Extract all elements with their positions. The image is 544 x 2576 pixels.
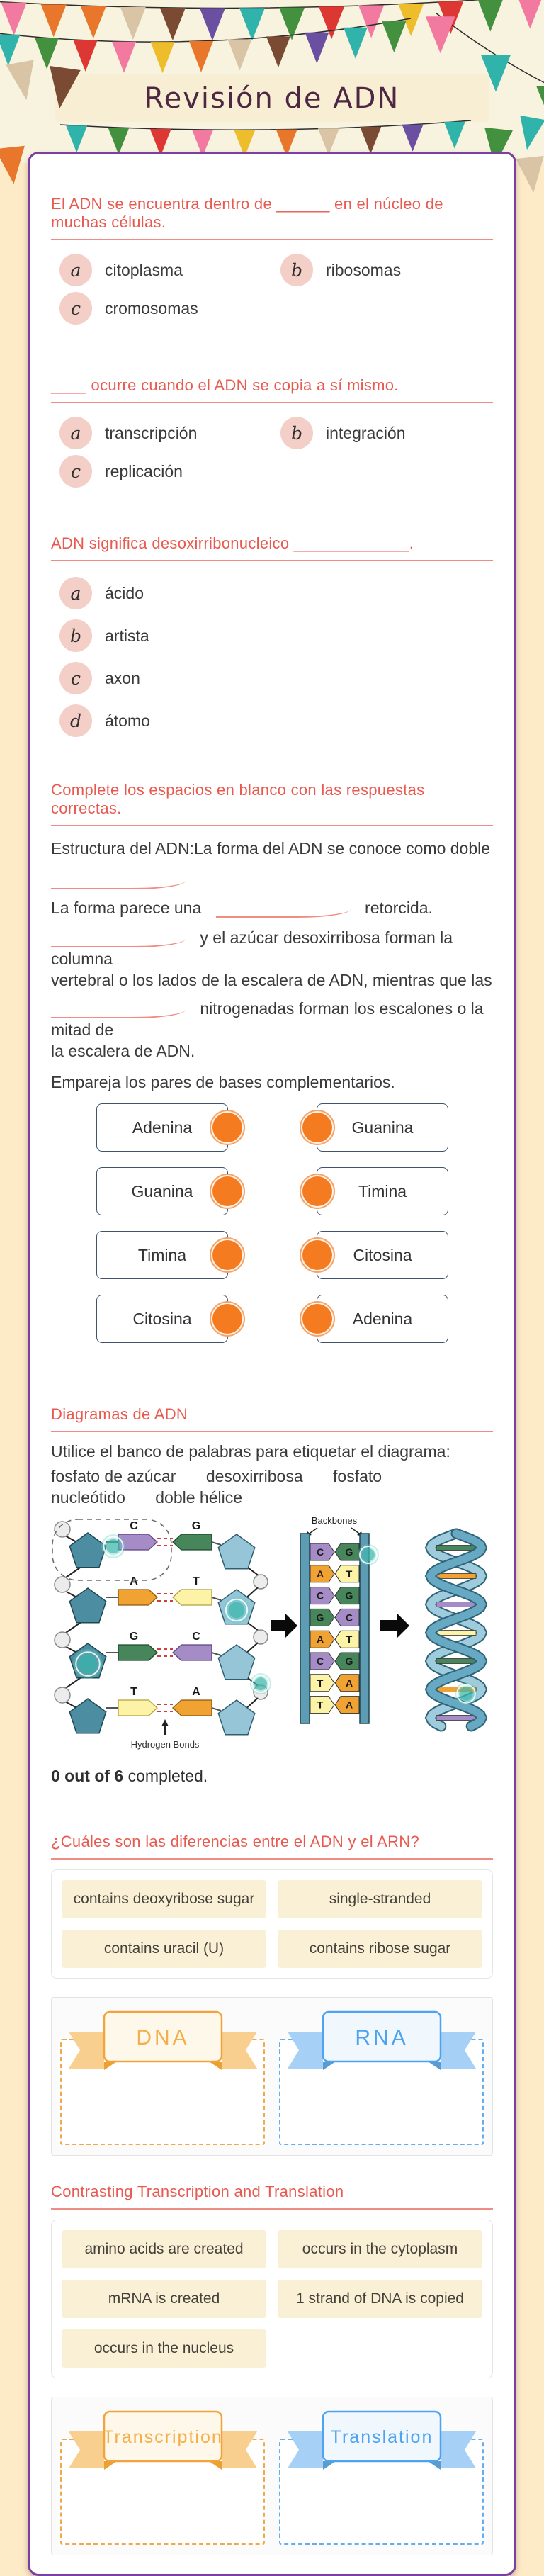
rna-label: RNA (354, 2026, 409, 2049)
match-label: Citosina (353, 1245, 412, 1264)
svg-text:T: T (317, 1699, 324, 1711)
match-connector[interactable] (301, 1239, 334, 1271)
option-badge: b (280, 254, 313, 286)
bunting-flag (477, 0, 503, 32)
word-bank-item[interactable]: fosfato (333, 1467, 382, 1485)
transcription-sort-panel (51, 2397, 493, 2555)
bunting-flag (66, 125, 87, 152)
match-left-guanina[interactable] (96, 1167, 228, 1215)
fill-in-line-6-post: nitrogenadas forman los escalones o la mitad de (51, 999, 484, 1039)
svg-text:G: G (345, 1655, 353, 1667)
chip-cytoplasm[interactable]: occurs in the cytoplasm (278, 2230, 482, 2268)
svg-text:T: T (346, 1633, 353, 1646)
match-label: Guanina (131, 1181, 193, 1200)
transcription-column (60, 2406, 265, 2545)
translation-column (279, 2406, 484, 2545)
chip-dna-copied[interactable]: 1 strand of DNA is copied (278, 2280, 482, 2318)
option-atomo[interactable] (51, 702, 493, 740)
translation-label: Translation (330, 2427, 433, 2447)
diagram-instruction: Utilice el banco de palabras para etiquetar el diagrama: (51, 1442, 450, 1461)
fill-in-line-3-pre: La forma parece una (51, 899, 202, 917)
match-row (51, 1103, 493, 1152)
chip-amino-acids[interactable]: amino acids are created (62, 2230, 266, 2268)
diagram-heading: Diagramas de ADN (51, 1405, 188, 1423)
fill-in-heading: Complete los espacios en blanco con las respuestas correctas. (51, 781, 425, 817)
transcription-label: Transcription (102, 2427, 223, 2447)
match-connector[interactable] (211, 1175, 244, 1208)
svg-text:A: A (345, 1699, 353, 1711)
bunting-flag (81, 6, 106, 39)
match-connector[interactable] (211, 1111, 244, 1144)
heading-underline (51, 402, 493, 403)
bunting-flag (536, 86, 544, 123)
matching-instruction: Empareja los pares de bases complementarios. (51, 1073, 395, 1091)
dna-rna-chip-bank (51, 1869, 493, 1979)
option-label: replicación (105, 461, 183, 480)
transcription-chip-bank (51, 2220, 493, 2378)
heading-underline (51, 825, 493, 826)
option-badge: b (60, 619, 92, 652)
diagram-drop-target[interactable] (455, 1682, 477, 1705)
word-bank-item[interactable]: doble hélice (155, 1488, 243, 1507)
rna-ribbon-banner (286, 2006, 477, 2071)
translation-ribbon-banner (286, 2406, 477, 2471)
svg-text:A: A (316, 1633, 324, 1646)
bunting-flag (382, 21, 406, 52)
match-label: Guanina (351, 1118, 414, 1137)
question-2-prompt: ____ ocurre cuando el ADN se copia a sí mismo. (51, 376, 399, 394)
bunting-flag (160, 8, 186, 40)
option-badge: a (60, 417, 92, 449)
diagram-drop-target[interactable] (223, 1597, 250, 1624)
option-integracion[interactable] (272, 416, 493, 450)
fill-blank-input[interactable] (216, 899, 351, 918)
bunting-flag (514, 116, 544, 152)
match-label: Adenina (132, 1118, 193, 1137)
match-right-guanina[interactable] (317, 1103, 448, 1152)
match-left-adenina[interactable] (96, 1103, 228, 1152)
bunting-flag (189, 41, 213, 72)
question-2-options (51, 416, 493, 488)
bunting-flag (41, 4, 67, 37)
bunting-flag (426, 16, 455, 53)
question-3 (51, 534, 493, 740)
option-badge: a (60, 577, 92, 609)
option-label: integración (326, 423, 406, 442)
heading-underline (51, 1431, 493, 1432)
bunting-flag (360, 127, 381, 154)
diagram-drop-target[interactable] (358, 1544, 379, 1565)
progress-rest: completed. (123, 1767, 208, 1785)
match-row (51, 1295, 493, 1343)
option-label: artista (105, 626, 149, 645)
bunting-flag (35, 38, 59, 69)
option-label: ácido (105, 583, 144, 602)
question-2 (51, 376, 493, 488)
option-badge: a (60, 254, 92, 286)
festive-header (0, 0, 544, 163)
fill-blank-input[interactable] (51, 871, 186, 889)
chip-nucleus[interactable]: occurs in the nucleus (62, 2329, 266, 2368)
word-bank-item[interactable]: desoxirribosa (205, 1467, 303, 1485)
bunting-flag (239, 8, 265, 40)
bunting-flag (1, 3, 27, 35)
heading-underline (51, 560, 493, 561)
svg-text:C: C (130, 1520, 138, 1532)
svg-text:T: T (346, 1568, 353, 1580)
match-connector[interactable] (301, 1175, 334, 1208)
match-right-timina[interactable] (317, 1167, 448, 1215)
option-cromosomas[interactable] (51, 291, 272, 325)
match-label: Citosina (132, 1309, 192, 1328)
match-label: Timina (358, 1181, 407, 1200)
chip-deoxyribose[interactable]: contains deoxyribose sugar (62, 1880, 266, 1918)
option-badge: d (60, 704, 92, 737)
match-connector[interactable] (301, 1111, 334, 1144)
dna-label: DNA (135, 2026, 190, 2049)
transcription-ribbon-banner (67, 2406, 259, 2471)
svg-text:T: T (317, 1677, 324, 1689)
option-badge: c (60, 292, 92, 325)
svg-text:Hydrogen Bonds: Hydrogen Bonds (130, 1739, 200, 1750)
rna-column (279, 2006, 484, 2145)
bunting-flag (200, 8, 225, 40)
option-citoplasma[interactable] (51, 253, 272, 287)
bunting-flag (0, 35, 21, 66)
bunting-flag (517, 0, 543, 29)
question-3-options (51, 574, 493, 740)
dna-diagram-wrap (51, 1514, 493, 1757)
option-transcripcion[interactable] (51, 416, 272, 450)
svg-text:A: A (345, 1677, 353, 1689)
dna-rna-sort-panel (51, 1997, 493, 2156)
bunting-flag (6, 60, 40, 103)
diagram-drop-target[interactable] (250, 1673, 271, 1694)
option-label: ribosomas (326, 260, 402, 279)
match-left-timina[interactable] (96, 1231, 228, 1279)
bunting-flag (402, 125, 424, 152)
question-1-prompt: El ADN se encuentra dentro de ______ en el núcleo de muchas células. (51, 195, 443, 231)
fill-blank-input[interactable] (51, 1000, 186, 1018)
bunting-flag (0, 146, 28, 186)
svg-text:C: C (316, 1590, 324, 1602)
option-artista[interactable] (51, 617, 493, 655)
bunting-flag (444, 122, 465, 149)
svg-text:A: A (316, 1568, 324, 1580)
bunting-flag (74, 40, 98, 72)
svg-text:G: G (316, 1612, 324, 1624)
chip-single-stranded[interactable]: single-stranded (278, 1880, 482, 1918)
svg-text:T: T (130, 1686, 137, 1698)
svg-text:C: C (316, 1546, 324, 1558)
heading-underline (51, 1858, 493, 1860)
match-row (51, 1231, 493, 1279)
match-row (51, 1167, 493, 1215)
svg-text:G: G (345, 1590, 353, 1602)
heading-underline (51, 239, 493, 240)
question-3-prompt: ADN significa desoxirribonucleico _____________. (51, 534, 414, 552)
bunting-flag (112, 42, 136, 73)
option-axon[interactable] (51, 659, 493, 697)
fill-in-line-1: Estructura del ADN:La forma del ADN se conoce como doble (51, 839, 491, 857)
diagram-section (51, 1405, 493, 1786)
svg-text:G: G (191, 1520, 201, 1532)
option-label: átomo (105, 711, 150, 730)
option-badge: c (60, 455, 92, 488)
chip-uracil[interactable]: contains uracil (U) (62, 1930, 266, 1968)
dna-column (60, 2006, 265, 2145)
bunting-flag (227, 39, 251, 70)
progress-count: 0 out of 6 (51, 1767, 124, 1785)
match-right-adenina[interactable] (317, 1295, 448, 1343)
svg-text:A: A (130, 1575, 138, 1587)
transcription-heading: Contrasting Transcription and Translation (51, 2183, 344, 2200)
bunting-flag (344, 28, 368, 59)
fill-in-line-7: la escalera de ADN. (51, 1042, 196, 1060)
svg-text:C: C (316, 1655, 324, 1667)
option-badge: b (280, 417, 313, 449)
dna-diagram (51, 1514, 508, 1753)
progress-text (51, 1767, 493, 1786)
match-connector[interactable] (211, 1239, 244, 1271)
bunting-flag (305, 33, 329, 64)
chip-mrna[interactable]: mRNA is created (62, 2280, 266, 2318)
word-bank-item[interactable]: fosfato de azúcar (51, 1467, 176, 1485)
word-bank-item[interactable]: nucleótido (51, 1488, 125, 1507)
svg-text:A: A (192, 1686, 200, 1698)
dna-rna-section (51, 1833, 493, 2156)
option-label: citoplasma (105, 260, 183, 279)
bunting-flag (151, 42, 175, 73)
bunting-flag (266, 36, 290, 67)
dna-ribbon-banner (67, 2006, 259, 2071)
option-label: cromosomas (105, 298, 198, 317)
word-bank (51, 1466, 493, 1508)
dna-rna-heading: ¿Cuáles son las diferencias entre el ADN y el ARN? (51, 1833, 420, 1850)
option-ribosomas[interactable] (272, 253, 493, 287)
question-1-options (51, 253, 493, 325)
option-acido[interactable] (51, 574, 493, 612)
svg-text:G: G (345, 1546, 353, 1558)
worksheet-card (28, 152, 516, 2576)
svg-text:Backbones: Backbones (311, 1515, 358, 1526)
page-title: Revisión de ADN (144, 82, 400, 115)
match-connector[interactable] (211, 1303, 244, 1335)
svg-text:C: C (345, 1612, 353, 1624)
fill-in-line-4-post: y el azúcar desoxirribosa forman la columna (51, 928, 453, 968)
svg-text:T: T (193, 1575, 200, 1587)
fill-blank-input[interactable] (51, 929, 186, 947)
bunting-flag (108, 128, 129, 154)
match-right-citosina[interactable] (317, 1231, 448, 1279)
svg-text:C: C (192, 1631, 200, 1643)
transcription-section (51, 2183, 493, 2555)
option-badge: c (60, 662, 92, 694)
match-label: Timina (137, 1245, 187, 1264)
option-replicacion[interactable] (51, 454, 272, 488)
matching-section (51, 1073, 493, 1343)
chip-ribose[interactable]: contains ribose sugar (278, 1930, 482, 1968)
bunting-flag (516, 156, 544, 193)
match-label: Adenina (352, 1309, 413, 1328)
fill-in-line-5: vertebral o los lados de la escalera de ADN, mientras que las (51, 971, 492, 989)
fill-in-line-3-post: retorcida. (365, 899, 433, 917)
svg-text:G: G (129, 1631, 139, 1643)
diagram-drop-target[interactable] (73, 1649, 103, 1679)
bunting-flag (120, 7, 146, 40)
heading-underline (51, 2208, 493, 2210)
match-left-citosina[interactable] (96, 1295, 228, 1343)
option-label: transcripción (105, 423, 198, 442)
question-1 (51, 195, 493, 325)
diagram-drop-target[interactable] (101, 1534, 125, 1558)
match-connector[interactable] (301, 1303, 334, 1335)
fill-in-section (51, 781, 493, 1062)
option-label: axon (105, 668, 140, 687)
